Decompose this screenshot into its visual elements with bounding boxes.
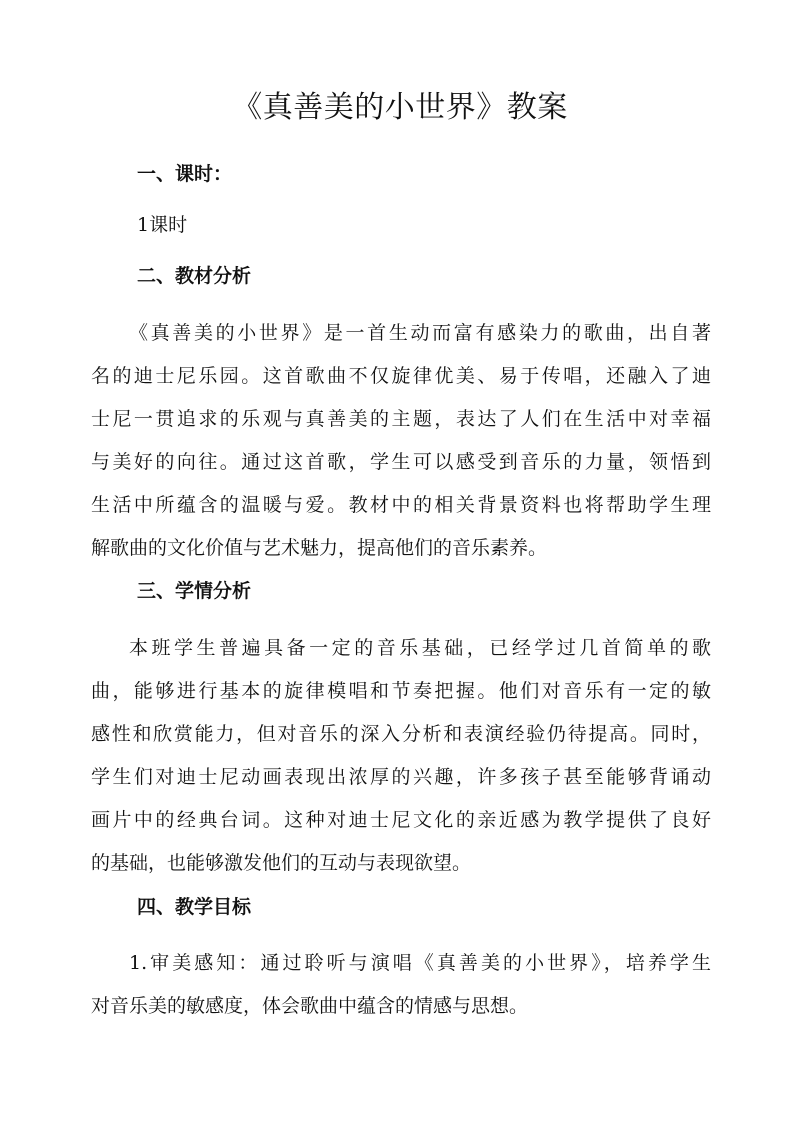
section-heading-material-analysis: 二、教材分析 xyxy=(137,265,252,287)
paragraph-line: 的基础，也能够激发他们的互动与表现欲望。 xyxy=(91,852,472,874)
teaching-goals-paragraph xyxy=(91,942,711,1028)
paragraph-line: 曲，能够进行基本的旋律模唱和节奏把握。他们对音乐有一定的敏 xyxy=(91,680,711,702)
paragraph-line: 对音乐美的敏感度，体会歌曲中蕴含的情感与思想。 xyxy=(91,995,529,1017)
section-heading-learner-analysis: 三、学情分析 xyxy=(137,580,252,602)
material-analysis-paragraph xyxy=(91,312,711,570)
learner-analysis-paragraph xyxy=(91,627,711,885)
paragraph-line: 本班学生普遍具备一定的音乐基础，已经学过几首简单的歌 xyxy=(129,637,711,659)
paragraph-line: 士尼一贯追求的乐观与真善美的主题，表达了人们在生活中对幸福 xyxy=(91,408,711,430)
paragraph-line: 生活中所蕴含的温暖与爱。教材中的相关背景资料也将帮助学生理 xyxy=(91,494,711,516)
paragraph-line: 名的迪士尼乐园。这首歌曲不仅旋律优美、易于传唱，还融入了迪 xyxy=(91,365,711,387)
paragraph-line: 与美好的向往。通过这首歌，学生可以感受到音乐的力量，领悟到 xyxy=(91,451,711,473)
paragraph-line: 《真善美的小世界》是一首生动而富有感染力的歌曲，出自著 xyxy=(129,322,711,344)
class-hours-value: 1课时 xyxy=(137,214,188,236)
paragraph-line: 感性和欣赏能力，但对音乐的深入分析和表演经验仍待提高。同时， xyxy=(91,723,711,745)
paragraph-line: 1.审美感知：通过聆听与演唱《真善美的小世界》，培养学生 xyxy=(129,952,711,974)
document-title: 《真善美的小世界》教案 xyxy=(232,90,568,125)
paragraph-line: 解歌曲的文化价值与艺术魅力，提高他们的音乐素养。 xyxy=(91,537,548,559)
section-heading-class-hours: 一、课时： xyxy=(137,163,233,185)
paragraph-line: 学生们对迪士尼动画表现出浓厚的兴趣，许多孩子甚至能够背诵动 xyxy=(91,766,711,788)
paragraph-line: 画片中的经典台词。这种对迪士尼文化的亲近感为教学提供了良好 xyxy=(91,809,711,831)
section-heading-teaching-goals: 四、教学目标 xyxy=(137,896,252,918)
